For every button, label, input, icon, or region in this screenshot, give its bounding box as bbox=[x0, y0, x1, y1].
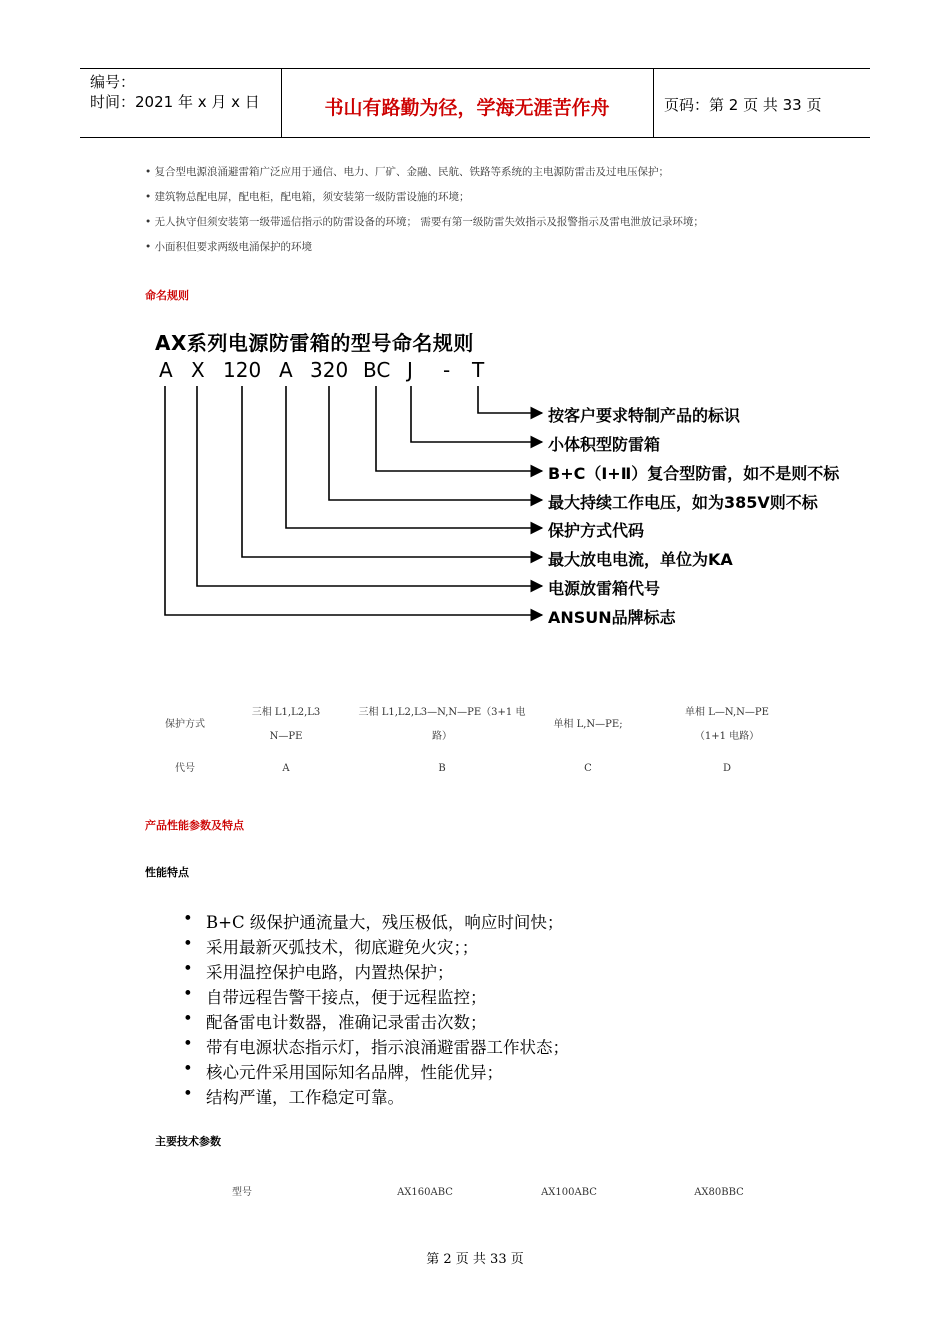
tech-model: AX80BBC bbox=[694, 1187, 744, 1198]
table-cell: 单相 L—N,N—PE （1+1 电路） bbox=[685, 707, 769, 742]
table-cell: D bbox=[722, 763, 732, 774]
doc-number-label: 编号： bbox=[90, 73, 136, 91]
code-j: J bbox=[407, 358, 413, 382]
header-info-cell bbox=[80, 69, 282, 137]
page-info: 页码：第 2 页 共 33 页 bbox=[664, 96, 822, 114]
code-120: 120 bbox=[223, 358, 262, 382]
table-cell: 单相 L,N—PE; bbox=[553, 719, 623, 730]
code-a2: A bbox=[279, 358, 293, 382]
code-dash: - bbox=[443, 358, 451, 382]
table-cell: 三相 L1,L2,L3—N,N—PE（3+1 电 路） bbox=[358, 707, 526, 742]
features-heading: 性能特点 bbox=[145, 866, 189, 879]
tech-heading: 主要技术参数 bbox=[155, 1135, 221, 1148]
tech-model: AX160ABC bbox=[397, 1187, 453, 1198]
code-bc: BC bbox=[363, 358, 391, 382]
table-cell: 三相 L1,L2,L3 N—PE bbox=[251, 707, 321, 742]
table-header-code: 代号 bbox=[175, 763, 195, 774]
application-item: • 小面积但要求两级电涌保护的环境 bbox=[145, 241, 313, 253]
application-item: • 建筑物总配电屏，配电柜，配电箱，须安装第一级防雷设施的环境； bbox=[145, 191, 470, 203]
date-label: 时间：2021 年 x 月 x 日 bbox=[90, 93, 260, 111]
naming-heading: 命名规则 bbox=[145, 289, 189, 302]
table-cell: B bbox=[438, 763, 446, 774]
table-cell: A bbox=[282, 763, 290, 774]
code-320: 320 bbox=[310, 358, 349, 382]
code-a: A bbox=[159, 358, 173, 382]
label-small: 小体积型防雷箱 bbox=[548, 435, 661, 454]
table-cell: C bbox=[584, 763, 592, 774]
tech-header-model: 型号 bbox=[232, 1187, 252, 1198]
label-bc: B+C（Ⅰ+Ⅱ）复合型防雷，如不是则不标 bbox=[548, 464, 840, 483]
tech-model: AX100ABC bbox=[541, 1187, 597, 1198]
application-item: • 无人执守但须安装第一级带遥信指示的防雷设备的环境； 需要有第一级防雷失效指示及报警指示及雷电泄放记录环境； bbox=[145, 216, 704, 228]
label-current: 最大放电电流，单位为KA bbox=[548, 550, 733, 569]
header-motto-cell bbox=[281, 69, 654, 137]
header-page-cell bbox=[654, 69, 870, 137]
naming-diagram bbox=[150, 322, 870, 632]
label-custom: 按客户要求特制产品的标识 bbox=[548, 406, 741, 425]
page-header bbox=[80, 68, 870, 138]
label-brand: ANSUN品牌标志 bbox=[548, 608, 676, 627]
motto: 书山有路勤为径，学海无涯苦作舟 bbox=[324, 97, 610, 119]
perf-heading: 产品性能参数及特点 bbox=[145, 819, 244, 832]
table-header-mode: 保护方式 bbox=[165, 719, 205, 730]
label-voltage: 最大持续工作电压，如为385V则不标 bbox=[548, 493, 818, 512]
label-protection: 保护方式代码 bbox=[548, 521, 645, 540]
diagram-title: AX系列电源防雷箱的型号命名规则 bbox=[155, 331, 474, 355]
label-box-code: 电源放雷箱代号 bbox=[548, 579, 661, 598]
page-footer: 第 2 页 共 33 页 bbox=[426, 1252, 524, 1267]
application-item: • 复合型电源浪涌避雷箱广泛应用于通信、电力、厂矿、金融、民航、铁路等系统的主电源防雷击及过电压保护； bbox=[145, 166, 670, 178]
code-t: T bbox=[472, 358, 485, 382]
code-x: X bbox=[191, 358, 205, 382]
